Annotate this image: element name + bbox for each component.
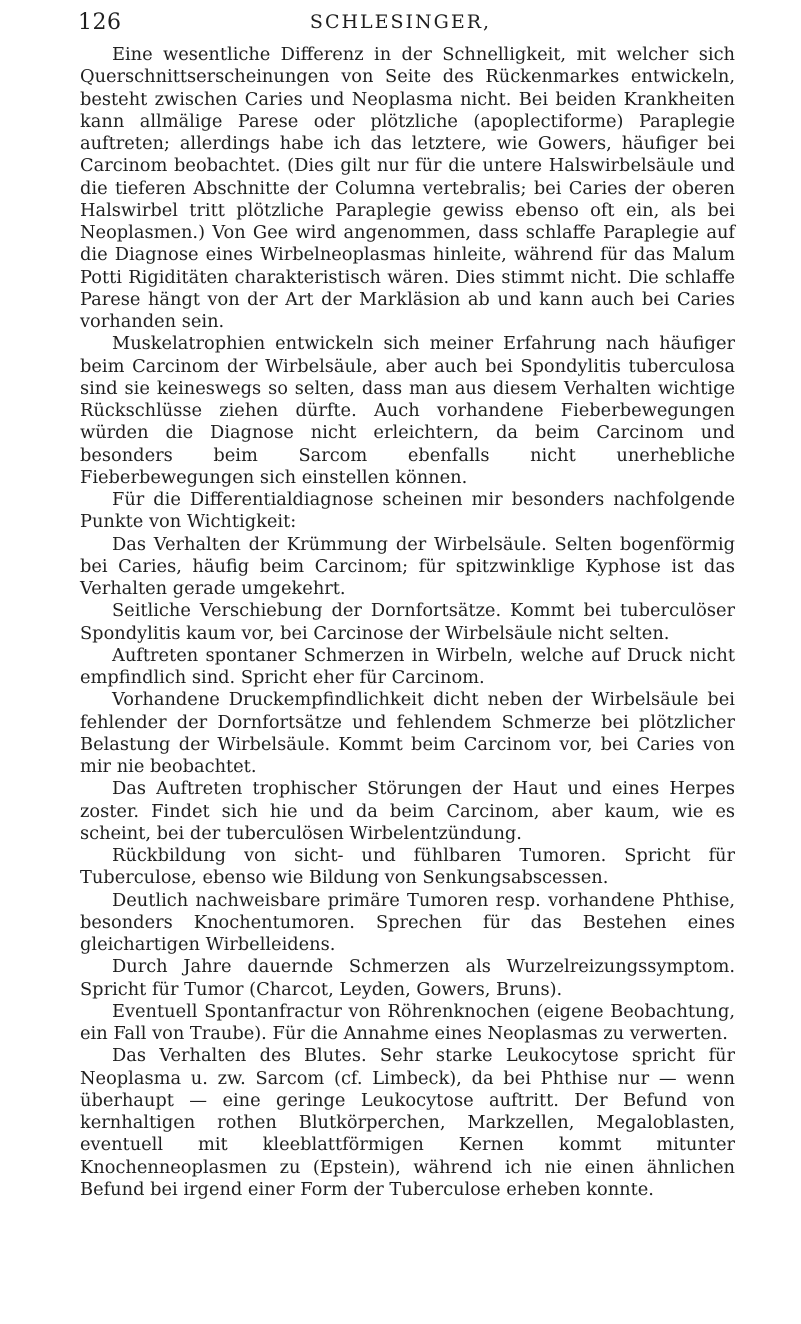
paragraph: Vorhandene Druckempfindlichkeit dicht neben der Wirbelsäule bei fehlender der Dornfortsätze und fehlendem Schmerze bei plötzlicher Belastung der Wirbelsäule. Kommt beim Carcinom vor, bei Caries von mir nie beobachtet. — [80, 689, 735, 777]
paragraph: Eventuell Spontanfractur von Röhrenknochen (eigene Beobachtung, ein Fall von Traube). Für die Annahme eines Neoplasmas zu verwerten. — [80, 1000, 735, 1044]
paragraph: Für die Differentialdiagnose scheinen mir besonders nachfolgende Punkte von Wichtigkeit: — [80, 489, 735, 533]
page-header — [0, 8, 801, 38]
page-number: 126 — [78, 10, 122, 35]
paragraph: Das Verhalten des Blutes. Sehr starke Leukocytose spricht für Neoplasma u. zw. Sarcom (cf. Limbeck), da bei Phthise nur — wenn überhaupt — eine geringe Leukocytose auftritt. Der Befund von kernhaltigen rothen Blutkörperchen, Markzellen, Megaloblasten, eventuell mit kleeblattförmigen Kernen kommt mitunter Knochenneoplasmen zu (Epstein), während ich nie einen ähnlichen Befund bei irgend einer Form der Tuberculose erheben konnte. — [80, 1045, 735, 1200]
paragraph: Auftreten spontaner Schmerzen in Wirbeln, welche auf Druck nicht empfindlich sind. Spricht eher für Carcinom. — [80, 644, 735, 688]
paragraph: Eine wesentliche Differenz in der Schnelligkeit, mit welcher sich Querschnittserscheinungen von Seite des Rückenmarkes entwickeln, besteht zwischen Caries und Neoplasma nicht. Bei beiden Krankheiten kann allmälige Parese oder plötzliche (apoplectiforme) Paraplegie auftreten; allerdings habe ich das letztere, wie Gowers, häufiger bei Carcinom beobachtet. (Dies gilt nur für die untere Halswirbelsäule und die tieferen Abschnitte der Columna vertebralis; bei Caries der oberen Halswirbel tritt plötzliche Paraplegie gewiss ebenso oft ein, als bei Neoplasmen.) Von Gee wird angenommen, dass schlaffe Paraplegie auf die Diagnose eines Wirbelneoplasmas hinleite, während für das Malum Potti Rigiditäten charakteristisch wären. Dies stimmt nicht. Die schlaffe Parese hängt von der Art der Markläsion ab und kann auch bei Caries vorhanden sein. — [80, 44, 735, 332]
body-text — [80, 44, 735, 1201]
paragraph: Das Auftreten trophischer Störungen der Haut und eines Herpes zoster. Findet sich hie und da beim Carcinom, aber kaum, wie es scheint, bei der tuberculösen Wirbelentzündung. — [80, 778, 735, 844]
paragraph: Seitliche Verschiebung der Dornfortsätze. Kommt bei tuberculöser Spondylitis kaum vor, bei Carcinose der Wirbelsäule nicht selten. — [80, 600, 735, 644]
running-head: SCHLESINGER, — [309, 11, 492, 33]
paragraph: Muskelatrophien entwickeln sich meiner Erfahrung nach häufiger beim Carcinom der Wirbelsäule, aber auch bei Spondylitis tuberculosa sind sie keineswegs so selten, dass man aus diesem Verhalten wichtige Rückschlüsse ziehen dürfte. Auch vorhandene Fieberbewegungen würden die Diagnose nicht erleichtern, da beim Carcinom und besonders beim Sarcom ebenfalls nicht unerhebliche Fieberbewegungen sich einstellen können. — [80, 333, 735, 488]
paragraph: Deutlich nachweisbare primäre Tumoren resp. vorhandene Phthise, besonders Knochentumoren. Sprechen für das Bestehen eines gleichartigen Wirbelleidens. — [80, 889, 735, 955]
paragraph: Durch Jahre dauernde Schmerzen als Wurzelreizungssymptom. Spricht für Tumor (Charcot, Leyden, Gowers, Bruns). — [80, 956, 735, 1000]
paragraph: Das Verhalten der Krümmung der Wirbelsäule. Selten bogenförmig bei Caries, häufig beim Carcinom; für spitzwinklige Kyphose ist das Verhalten gerade umgekehrt. — [80, 533, 735, 599]
paragraph: Rückbildung von sicht- und fühlbaren Tumoren. Spricht für Tuberculose, ebenso wie Bildung von Senkungsabscessen. — [80, 845, 735, 889]
